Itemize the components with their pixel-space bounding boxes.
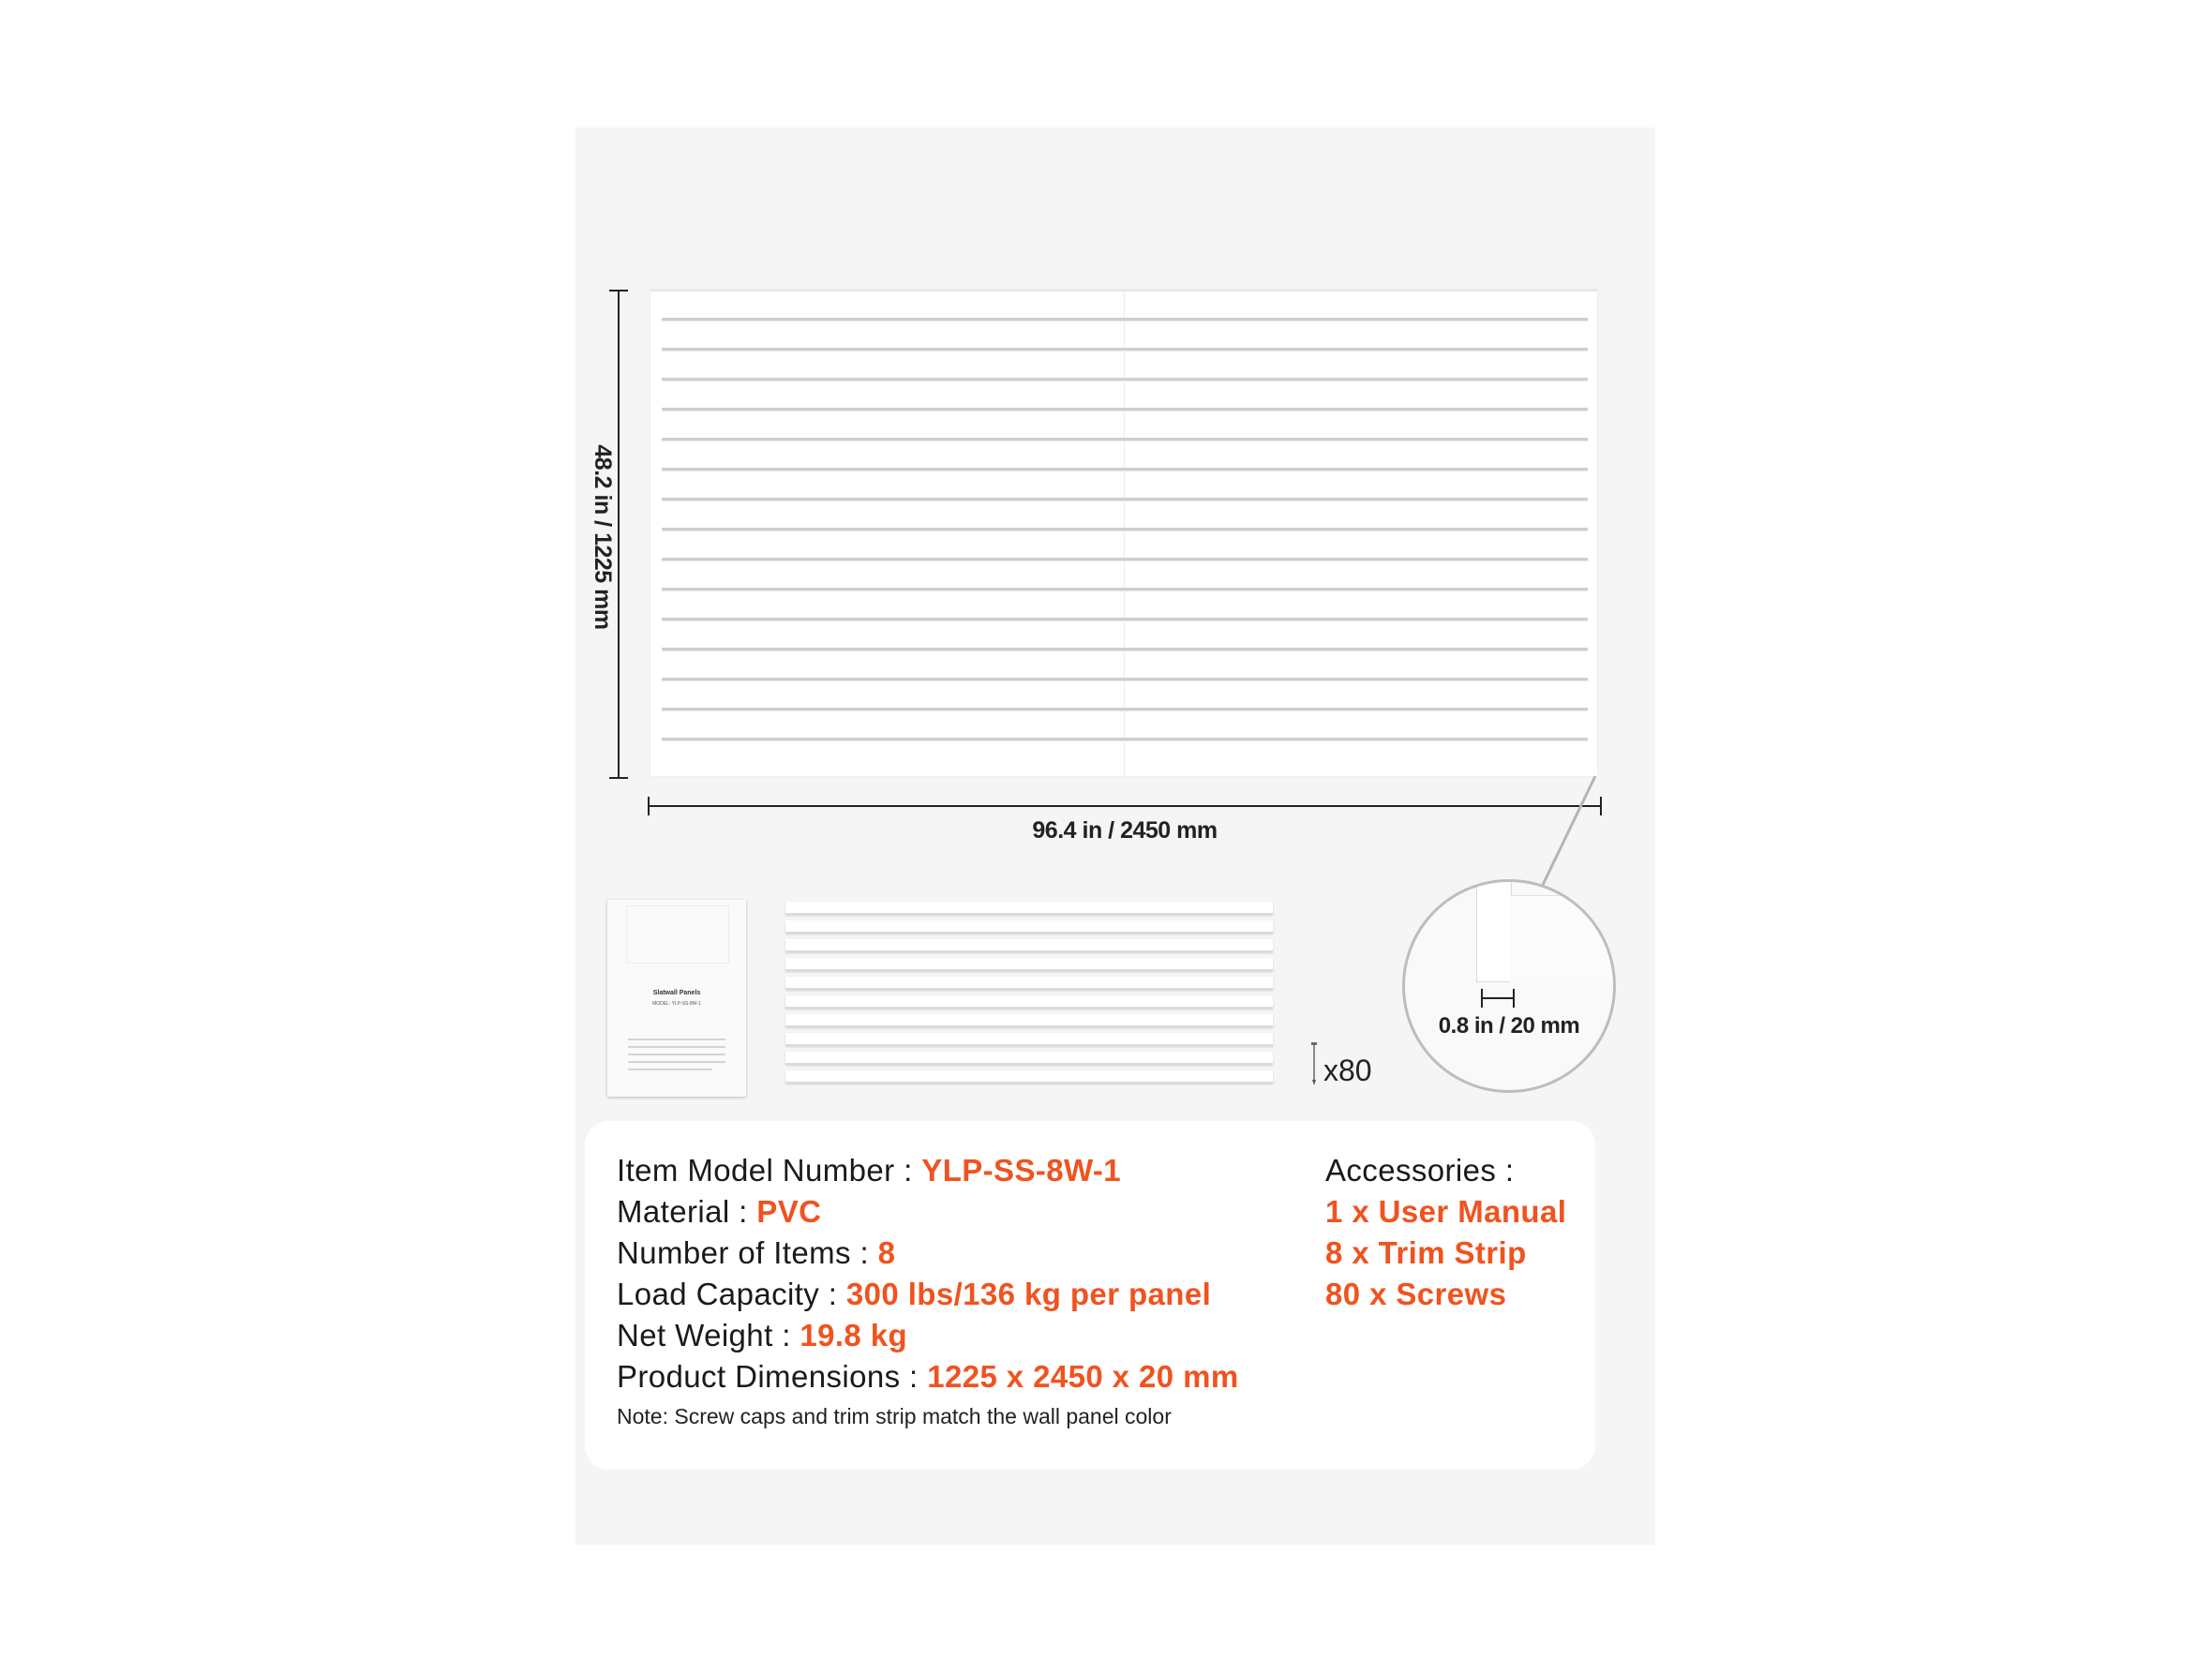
spec-items-label: Number of Items : [617, 1235, 878, 1270]
accessory-item: 1 x User Manual [1325, 1194, 1567, 1229]
manual-text-line [628, 1061, 725, 1063]
screw-count: x80 [1323, 1054, 1372, 1087]
manual-text-line [628, 1069, 712, 1070]
spec-model-value: YLP-SS-8W-1 [921, 1153, 1122, 1188]
slat-groove [662, 468, 1588, 471]
slat-groove [662, 708, 1588, 711]
spec-material [617, 1194, 821, 1230]
manual-text-line [628, 1046, 725, 1048]
manual-cover-area [626, 905, 729, 964]
spec-load-value: 300 lbs/136 kg per panel [845, 1277, 1212, 1311]
trim-strip [785, 958, 1273, 971]
trim-strip [785, 1070, 1273, 1084]
trim-strip [785, 902, 1273, 915]
slatwall-panel-image [650, 290, 1597, 776]
width-dimension-line [647, 795, 1603, 817]
specs-panel [585, 1121, 1595, 1470]
screw-icon [1308, 1042, 1320, 1087]
spec-items [617, 1235, 895, 1271]
trim-strip [785, 1033, 1273, 1046]
accessory-item: 80 x Screws [1325, 1277, 1507, 1311]
slat-groove [662, 738, 1588, 741]
slat-groove [662, 318, 1588, 321]
spec-model [617, 1153, 1121, 1188]
width-label: 96.4 in / 2450 mm [1032, 817, 1218, 844]
spec-weight-value: 19.8 kg [800, 1318, 908, 1353]
accessories-title: Accessories : [1325, 1153, 1515, 1188]
trim-strip [785, 939, 1273, 952]
spec-weight [617, 1318, 907, 1353]
spec-load [617, 1277, 1211, 1312]
slat-groove [662, 678, 1588, 681]
manual-model: MODEL: YLP-SS-8W-1 [652, 1001, 701, 1007]
spec-note: Note: Screw caps and trim strip match the wall panel color [617, 1404, 1172, 1428]
slat-groove [662, 528, 1588, 531]
slat-groove [662, 408, 1588, 411]
manual-title: Slatwall Panels [652, 990, 701, 996]
height-label-text: 48.2 in / 1225 mm [590, 444, 616, 630]
slat-groove [662, 348, 1588, 351]
spec-load-label: Load Capacity : [617, 1277, 846, 1311]
callout-line [1528, 774, 1603, 887]
spec-dimensions [617, 1359, 1239, 1395]
spec-dimensions-value: 1225 x 2450 x 20 mm [927, 1359, 1239, 1394]
slat-groove [662, 588, 1588, 591]
spec-material-value: PVC [756, 1194, 822, 1229]
slat-groove [662, 618, 1588, 621]
spec-material-label: Material : [617, 1194, 757, 1229]
slat-groove [662, 378, 1588, 381]
panel-face [1510, 895, 1616, 982]
thickness-label: 0.8 in / 20 mm [1438, 1013, 1580, 1039]
slat-groove [662, 438, 1588, 441]
slat-groove [662, 648, 1588, 651]
panel-edge [1476, 882, 1512, 982]
trim-strip [785, 977, 1273, 990]
trim-strip [785, 1052, 1273, 1065]
trim-strip [785, 995, 1273, 1009]
slat-groove [662, 558, 1588, 561]
spec-model-label: Item Model Number : [617, 1153, 922, 1188]
spec-dimensions-label: Product Dimensions : [617, 1359, 928, 1394]
accessory-item: 8 x Trim Strip [1325, 1235, 1527, 1270]
height-label-rotated [584, 425, 616, 650]
spec-items-value: 8 [877, 1235, 896, 1270]
user-manual-image [607, 900, 746, 1097]
spec-weight-label: Net Weight : [617, 1318, 800, 1353]
panel-seam [1124, 291, 1125, 776]
trim-strip [785, 1014, 1273, 1027]
thickness-dimension-line [1480, 987, 1517, 1009]
slat-groove [662, 498, 1588, 501]
manual-text-line [628, 1039, 725, 1040]
trim-strip [785, 920, 1273, 934]
thickness-detail-circle [1402, 879, 1616, 1093]
manual-text-line [628, 1054, 725, 1055]
